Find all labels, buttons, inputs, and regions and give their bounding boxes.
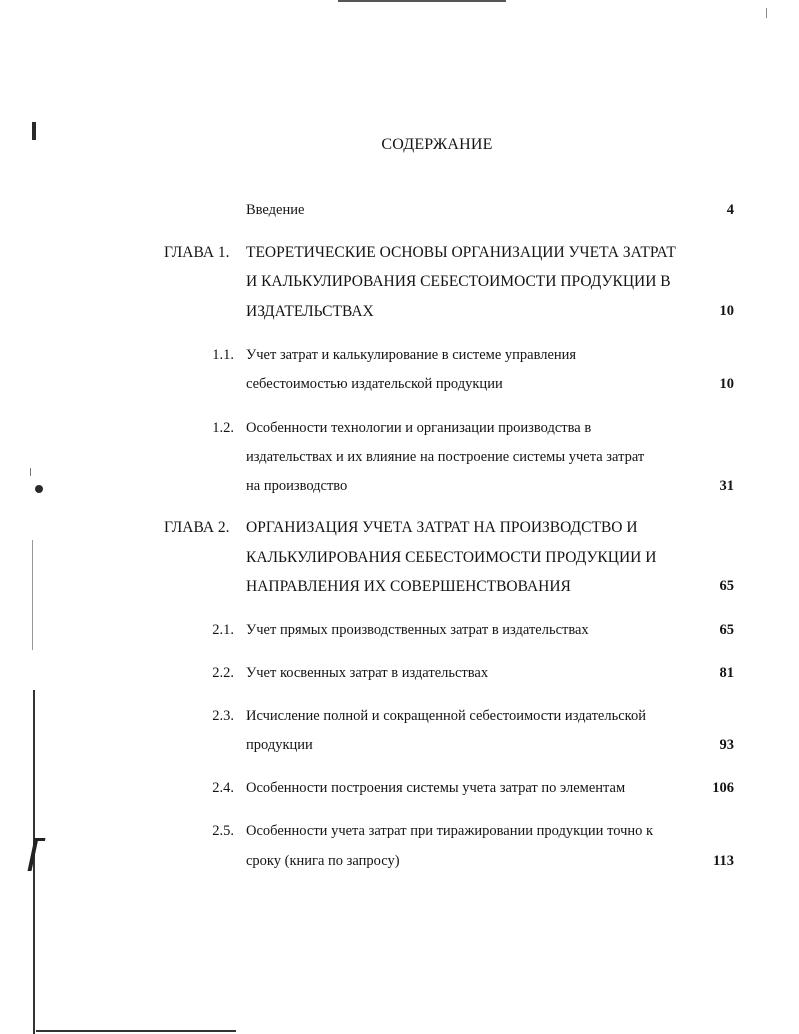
toc-page-intro: 4 <box>726 202 734 218</box>
section-1-2-title-line: Особенности технологии и организации производства в <box>246 420 592 436</box>
chapter-1-title-line: И КАЛЬКУЛИРОВАНИЯ СЕБЕСТОИМОСТИ ПРОДУКЦИИ В <box>246 273 671 290</box>
section-1-1-title-line: себестоимостью издательской продукции <box>246 376 503 392</box>
toc-entry-intro: Введение <box>246 202 305 218</box>
toc-page-1-1: 10 <box>719 376 734 392</box>
chapter-2-title-line: НАПРАВЛЕНИЯ ИХ СОВЕРШЕНСТВОВАНИЯ <box>246 578 571 595</box>
section-1-2-number: 1.2. <box>212 420 234 436</box>
section-2-2-title-line: Учет косвенных затрат в издательствах <box>246 665 489 681</box>
scan-artifact-tick <box>766 8 767 18</box>
toc-page-chapter-1: 10 <box>719 303 734 319</box>
chapter-1-title-line: ИЗДАТЕЛЬСТВАХ <box>246 303 374 320</box>
section-1-2-title-line: издательствах и их влияние на построение системы учета затрат <box>246 449 645 465</box>
section-1-1-number: 1.1. <box>212 347 234 363</box>
chapter-1-number: ГЛАВА 1. <box>164 244 230 261</box>
toc-page-2-4: 106 <box>712 780 734 796</box>
section-2-3-title-line: продукции <box>246 737 313 753</box>
section-1-2-title-line: на производство <box>246 478 348 494</box>
chapter-2-number: ГЛАВА 2. <box>164 519 230 536</box>
section-2-3-number: 2.3. <box>212 708 234 724</box>
page-title: СОДЕРЖАНИЕ <box>381 136 493 153</box>
section-2-3-title-line: Исчисление полной и сокращенной себестоимости издательской <box>246 708 646 724</box>
scan-artifact-bottom <box>36 1030 236 1032</box>
scan-artifact-line <box>32 540 33 650</box>
toc-page-2-5: 113 <box>713 853 734 869</box>
scan-artifact-dot <box>35 485 43 493</box>
chapter-2-title-line: ОРГАНИЗАЦИЯ УЧЕТА ЗАТРАТ НА ПРОИЗВОДСТВО И <box>246 519 638 536</box>
section-2-5-title-line: сроку (книга по запросу) <box>246 853 400 869</box>
scan-artifact-top <box>338 0 506 2</box>
section-2-5-title-line: Особенности учета затрат при тиражировании продукции точно к <box>246 823 654 839</box>
toc-page-2-3: 93 <box>719 737 734 753</box>
chapter-1-title-line: ТЕОРЕТИЧЕСКИЕ ОСНОВЫ ОРГАНИЗАЦИИ УЧЕТА ЗАТРАТ <box>246 244 676 261</box>
toc-page-2-2: 81 <box>719 665 734 681</box>
scan-artifact-hook <box>27 838 45 871</box>
section-2-1-number: 2.1. <box>212 622 234 638</box>
section-2-2-number: 2.2. <box>212 665 234 681</box>
section-2-4-number: 2.4. <box>212 780 234 796</box>
section-2-1-title-line: Учет прямых производственных затрат в издательствах <box>246 622 589 638</box>
section-2-5-number: 2.5. <box>212 823 234 839</box>
toc-page-2-1: 65 <box>719 622 734 638</box>
toc-page-1-2: 31 <box>719 478 734 494</box>
toc-page-chapter-2: 65 <box>719 578 734 594</box>
scan-artifact-mark <box>30 468 31 476</box>
chapter-2-title-line: КАЛЬКУЛИРОВАНИЯ СЕБЕСТОИМОСТИ ПРОДУКЦИИ И <box>246 549 657 566</box>
section-2-4-title-line: Особенности построения системы учета затрат по элементам <box>246 780 626 796</box>
section-1-1-title-line: Учет затрат и калькулирование в системе управления <box>246 347 577 363</box>
